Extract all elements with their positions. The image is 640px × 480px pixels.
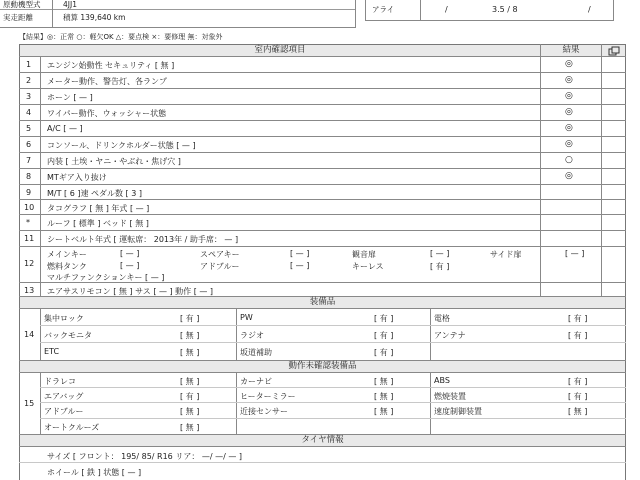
alignment-slash-end: / [588, 5, 591, 14]
alignment-slash: / [445, 5, 448, 14]
alignment-value: 3.5 / 8 [492, 5, 518, 14]
row-number: 9 [26, 188, 32, 197]
adblue-value: [ — ] [290, 261, 310, 270]
equip-label: バックモニタ [44, 331, 92, 340]
row-number: 1 [26, 60, 32, 69]
equip-label: PW [240, 313, 253, 322]
unverified-label: オートクルーズ [44, 423, 100, 432]
unverified-section-title: 動作未確認装備品 [20, 361, 625, 372]
key-main-label: メインキー [47, 250, 87, 259]
equipment-section-title: 装備品 [20, 297, 625, 308]
unverified-value: [ 有 ] [180, 392, 200, 401]
wheel-info: ホイール [ 鉄 ] 状態 [ — ] [47, 468, 142, 477]
row-number: 12 [24, 259, 35, 268]
unverified-value: [ 無 ] [180, 407, 200, 416]
row-text: タコグラフ [ 無 ] 年式 [ — ] [47, 204, 150, 213]
copy-icon[interactable] [608, 46, 620, 56]
row-number: 2 [26, 76, 32, 85]
equip-value: [ 有 ] [374, 348, 394, 357]
side-door-label: サイド扉 [490, 250, 522, 259]
result-header: 結果 [541, 45, 601, 56]
unverified-value: [ 無 ] [568, 407, 588, 416]
unverified-value: [ 無 ] [374, 407, 394, 416]
unverified-label: カーナビ [240, 377, 272, 386]
result-legend: 【結果】◎：正常 ○：軽欠OK △：要点検 ×：要修理 無：対象外 [19, 33, 223, 41]
copy-header-cell [602, 45, 625, 56]
equip-value: [ 有 ] [180, 314, 200, 323]
equip-label: ラジオ [240, 331, 264, 340]
alignment-label: アライ [372, 5, 395, 14]
interior-section-title: 室内確認項目 [20, 45, 540, 56]
result-mark: ○ [565, 155, 573, 165]
equip-label: ETC [44, 347, 60, 356]
equip-value: [ 有 ] [374, 314, 394, 323]
row-number: 4 [26, 108, 32, 117]
engine-model-label: 原動機型式 [3, 0, 41, 9]
unverified-label: ヒーターミラー [240, 392, 296, 401]
row-text: シートベルト年式 [ 運転席： 2013年 / 助手席： — ] [47, 235, 239, 244]
equip-value: [ 無 ] [180, 331, 200, 340]
unverified-value: [ 無 ] [374, 377, 394, 386]
keyless-label: キーレス [352, 262, 384, 271]
result-mark: ◎ [565, 59, 573, 69]
air-suspension-row: エアサスリモコン [ 無 ] サス [ — ] 動作 [ — ] [47, 287, 214, 296]
row-text: ホーン [ — ] [47, 93, 93, 102]
result-mark: ◎ [565, 107, 573, 117]
row-text: 内装 [ 土埃・ヤニ・やぶれ・焦げ穴 ] [47, 157, 181, 166]
row-text: ルーフ [ 標準 ] ベッド [ 無 ] [47, 219, 149, 228]
mileage-label: 実走距離 [3, 13, 33, 22]
row-text: メーター動作、警告灯、各ランプ [47, 77, 167, 86]
result-mark: ◎ [565, 123, 573, 133]
unverified-label: 近接センサー [240, 407, 288, 416]
row-number: 8 [26, 172, 32, 181]
unverified-value: [ 無 ] [180, 377, 200, 386]
unverified-label: ドラレコ [44, 377, 76, 386]
row-text: A/C [ — ] [47, 124, 83, 133]
unverified-label: エアバッグ [44, 392, 84, 401]
unverified-value: [ 無 ] [374, 392, 394, 401]
equip-value: [ 有 ] [568, 331, 588, 340]
tire-size: サイズ [ フロント： 195/ 85/ R16 リア： —/ —/ — ] [47, 452, 242, 461]
row-number: 14 [24, 330, 35, 339]
unverified-label: ABS [434, 376, 450, 385]
fuel-tank-label: 燃料タンク [47, 262, 87, 271]
result-mark: ◎ [565, 139, 573, 149]
row-number: * [26, 218, 30, 227]
equip-value: [ 有 ] [374, 331, 394, 340]
engine-model-value: 4JJ1 [63, 0, 77, 9]
unverified-label: 燃焼装置 [434, 392, 466, 401]
barn-door-label: 観音扉 [352, 250, 376, 259]
unverified-value: [ 有 ] [568, 377, 588, 386]
row-text: エンジン始動性 セキュリティ [ 無 ] [47, 61, 175, 70]
mileage-value: 積算 139,640 km [63, 13, 126, 22]
vehicle-info-box [0, 0, 356, 28]
fuel-tank-value: [ — ] [120, 261, 140, 270]
row-number: 5 [26, 124, 32, 133]
tire-section-title: タイヤ情報 [20, 435, 625, 446]
unverified-value: [ 無 ] [180, 423, 200, 432]
result-mark: ◎ [565, 91, 573, 101]
equip-value: [ 有 ] [568, 314, 588, 323]
equip-value: [ 無 ] [180, 348, 200, 357]
row-number: 7 [26, 156, 32, 165]
equip-label: 電格 [434, 314, 450, 323]
multifunction-key: マルチファンクションキー [ — ] [47, 273, 165, 282]
adblue-label: アドブルー [200, 262, 240, 271]
barn-door-value: [ — ] [430, 249, 450, 258]
unverified-label: アドブルー [44, 407, 84, 416]
result-mark: ◎ [565, 171, 573, 181]
key-spare-value: [ — ] [290, 249, 310, 258]
equip-label: 坂道補助 [240, 348, 272, 357]
equip-label: 集中ロック [44, 314, 84, 323]
unverified-label: 速度制御装置 [434, 407, 482, 416]
side-door-value: [ — ] [565, 249, 585, 258]
row-number: 6 [26, 140, 32, 149]
row-number: 11 [24, 234, 35, 243]
row-text: コンソール、ドリンクホルダー状態 [ — ] [47, 141, 196, 150]
unverified-value: [ 有 ] [568, 392, 588, 401]
equip-label: アンテナ [434, 331, 466, 340]
row-number: 3 [26, 92, 32, 101]
key-spare-label: スペアキー [200, 250, 240, 259]
key-main-value: [ — ] [120, 249, 140, 258]
row-text: MTギア入り抜け [47, 173, 107, 182]
row-number: 15 [24, 399, 35, 408]
row-number: 13 [24, 286, 35, 295]
row-number: 10 [24, 203, 35, 212]
keyless-value: [ 有 ] [430, 262, 450, 271]
row-text: M/T [ 6 ]速 ペダル数 [ 3 ] [47, 189, 142, 198]
row-text: ワイパー動作、ウォッシャー状態 [47, 109, 167, 118]
alignment-box [365, 0, 614, 21]
result-mark: ◎ [565, 75, 573, 85]
